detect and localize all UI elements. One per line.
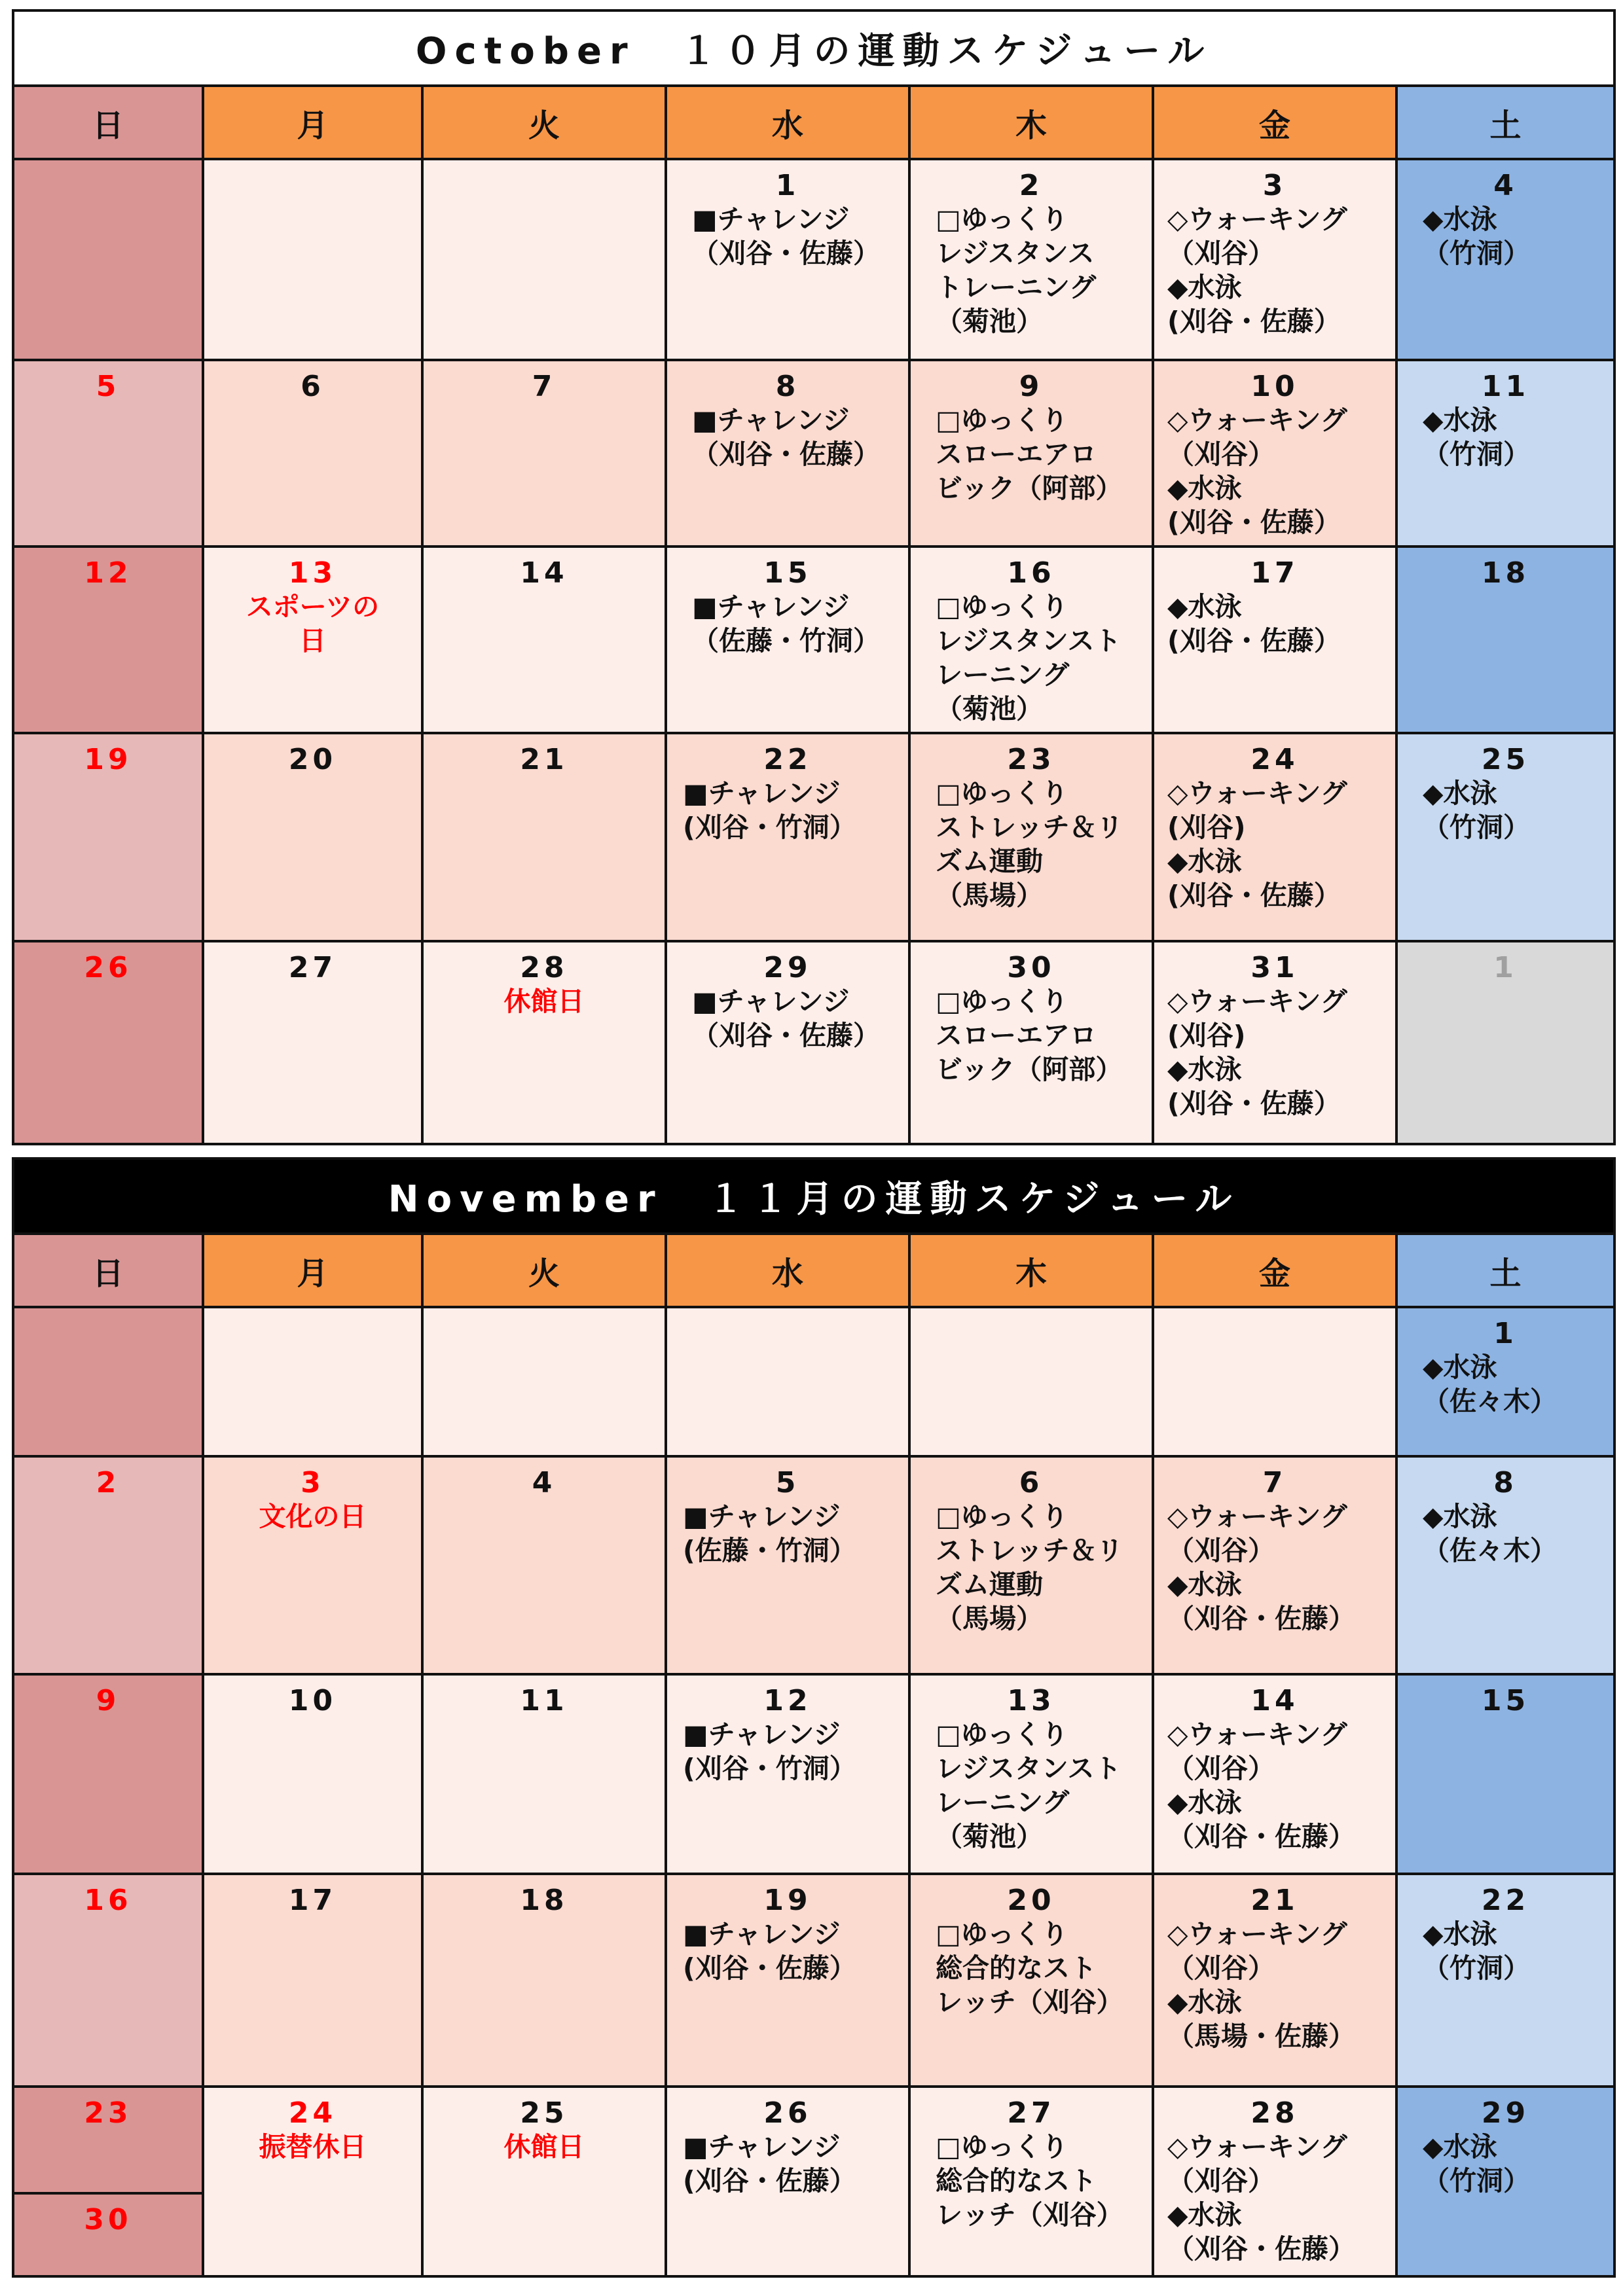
day-cell [666,547,909,733]
day-cell [666,1307,909,1456]
day-events: ■チャレンジ （刈谷・佐藤） [692,204,880,269]
day-cell [13,733,203,941]
weekday-sun: 日 [13,1234,203,1307]
day-number: 22 [1481,1884,1530,1917]
day-cell-split [13,2087,203,2276]
november-calendar [12,1157,1616,2278]
day-cell [1153,1674,1396,1874]
holiday-label: 文化の日 [259,1501,367,1532]
day-events: ◆水泳 （佐々木） [1423,1501,1557,1566]
day-events: □ゆっくり レジスタンス トレーニング （菊池） [936,204,1097,337]
day-cell [666,159,909,360]
day-cell [909,1456,1153,1674]
day-number: 23 [1007,743,1055,776]
october-calendar [12,9,1616,1145]
day-events: ◇ウォーキング （刈谷） ◆水泳 (刈谷・佐藤） [1167,404,1347,538]
day-cell [422,1674,666,1874]
day-number: 30 [1007,951,1055,984]
day-cell [909,1874,1153,2087]
day-number: 13 [288,556,337,590]
day-30 [14,2204,202,2236]
day-events: ■チャレンジ （刈谷・佐藤） [692,986,880,1051]
day-cell [909,2087,1153,2276]
day-cell [1396,733,1614,941]
day-cell [422,1874,666,2087]
day-cell [203,360,422,547]
day-cell [1153,159,1396,360]
day-number: 25 [520,2096,568,2130]
day-number: 1 [1493,951,1518,984]
day-number: 9 [96,1684,120,1717]
day-number: 14 [520,556,568,590]
day-cell [666,2087,909,2276]
day-events: □ゆっくり 総合的なスト レッチ（刈谷） [936,2131,1123,2231]
day-events: □ゆっくり スローエアロ ビック（阿部） [936,404,1123,504]
day-number: 5 [775,1466,800,1499]
day-number: 10 [1250,370,1299,403]
weekday-sat: 土 [1396,1234,1614,1307]
day-cell [666,360,909,547]
day-number: 4 [1493,169,1518,202]
day-events: ■チャレンジ （佐藤・竹洞） [692,591,880,656]
day-cell [909,360,1153,547]
day-number: 14 [1250,1684,1299,1717]
day-events: ◇ウォーキング （刈谷） ◆水泳 （刈谷・佐藤） [1167,1501,1355,1634]
day-cell [13,1456,203,1674]
day-number: 29 [1481,2096,1530,2130]
day-events: ◆水泳 （竹洞） [1423,778,1530,843]
day-events: ◇ウォーキング （刈谷） ◆水泳 (刈谷・佐藤） [1167,204,1347,337]
day-events: □ゆっくり スローエアロ ビック（阿部） [936,986,1123,1085]
day-number: 28 [520,951,568,984]
day-cell [1396,547,1614,733]
day-cell [203,941,422,1144]
day-events: □ゆっくり 総合的なスト レッチ（刈谷） [936,1918,1123,2018]
day-number: 23 [84,2096,132,2130]
day-cell [1153,360,1396,547]
day-number: 18 [520,1884,568,1917]
day-number: 7 [1262,1466,1287,1499]
day-cell [1396,1456,1614,1674]
day-events: □ゆっくり ストレッチ＆リ ズム運動 （馬場） [936,1501,1123,1634]
weekday-wed: 水 [666,1234,909,1307]
day-cell [1153,2087,1396,2276]
day-number: 29 [763,951,812,984]
weekday-thu: 木 [909,86,1153,159]
day-number: 2 [1019,169,1044,202]
day-cell [422,360,666,547]
day-number: 16 [1007,556,1055,590]
day-cell-next-month [1396,941,1614,1144]
day-cell [1153,1874,1396,2087]
day-events: ■チャレンジ (刈谷・佐藤） [683,2131,856,2197]
day-number: 7 [532,370,556,403]
day-cell [13,941,203,1144]
day-cell [422,941,666,1144]
day-cell [1153,1456,1396,1674]
weekday-tue: 火 [422,1234,666,1307]
day-number: 5 [96,370,120,403]
day-cell [909,159,1153,360]
holiday-label: 休館日 [503,986,585,1017]
day-cell [1396,1674,1614,1874]
day-number: 20 [288,743,337,776]
day-23 [14,2097,202,2195]
day-events: ◆水泳 (刈谷・佐藤） [1167,591,1341,656]
day-number: 17 [1250,556,1299,590]
day-cell [1396,1307,1614,1456]
day-number: 3 [301,1466,325,1499]
day-cell [203,1456,422,1674]
holiday-label: 休館日 [503,2131,585,2162]
day-cell [909,1674,1153,1874]
day-cell [203,733,422,941]
day-cell [13,1307,203,1456]
day-cell [203,1307,422,1456]
day-events: ◇ウォーキング (刈谷) ◆水泳 (刈谷・佐藤） [1167,986,1347,1119]
day-number: 11 [1481,370,1530,403]
day-number: 25 [1481,743,1530,776]
day-cell [203,159,422,360]
day-number: 4 [532,1466,556,1499]
day-events: ■チャレンジ (佐藤・竹洞） [683,1501,856,1566]
day-cell [203,1674,422,1874]
day-number: 22 [763,743,812,776]
day-cell [1153,941,1396,1144]
day-cell [909,547,1153,733]
day-cell [13,159,203,360]
day-number: 3 [1262,169,1287,202]
day-events: ■チャレンジ （刈谷・佐藤） [692,404,880,470]
day-number: 13 [1007,1684,1055,1717]
november-title: November １１月の運動スケジュール [13,1158,1614,1234]
day-number: 11 [520,1684,568,1717]
day-events: □ゆっくり ストレッチ＆リ ズム運動 （馬場） [936,778,1123,911]
weekday-sun: 日 [13,86,203,159]
day-cell [203,547,422,733]
day-number: 1 [775,169,800,202]
day-number: 21 [1250,1884,1299,1917]
day-cell [666,1674,909,1874]
day-cell [666,1456,909,1674]
weekday-sat: 土 [1396,86,1614,159]
day-cell [203,1874,422,2087]
day-number: 10 [288,1684,337,1717]
day-events: ◆水泳 （竹洞） [1423,204,1530,269]
day-cell [1153,733,1396,941]
day-number: 2 [96,1466,120,1499]
day-cell [422,159,666,360]
day-events: ■チャレンジ (刈谷・佐藤） [683,1918,856,1984]
day-number: 30 [84,2203,132,2236]
day-number: 15 [763,556,812,590]
day-number: 17 [288,1884,337,1917]
day-events: □ゆっくり レジスタンスト レーニング （菊池） [936,1719,1122,1852]
day-number: 19 [763,1884,812,1917]
day-cell [13,1674,203,1874]
day-cell [1153,1307,1396,1456]
day-number: 16 [84,1884,132,1917]
day-events: □ゆっくり レジスタンスト レーニング （菊池） [936,591,1122,725]
day-events: ◇ウォーキング (刈谷) ◆水泳 (刈谷・佐藤） [1167,778,1347,911]
day-cell [666,1874,909,2087]
day-cell [909,941,1153,1144]
day-cell [1153,547,1396,733]
day-events: ◇ウォーキング （刈谷） ◆水泳 （刈谷・佐藤） [1167,1719,1355,1852]
day-events: ◆水泳 （竹洞） [1423,2131,1530,2197]
day-cell [422,1307,666,1456]
weekday-tue: 火 [422,86,666,159]
holiday-label: スポーツの 日 [246,591,380,656]
day-events: ◆水泳 （竹洞） [1423,1918,1530,1984]
day-events: ◆水泳 （竹洞） [1423,404,1530,470]
day-number: 9 [1019,370,1044,403]
day-number: 26 [763,2096,812,2130]
day-number: 27 [1007,2096,1055,2130]
day-number: 8 [1493,1466,1518,1499]
day-number: 20 [1007,1884,1055,1917]
weekday-fri: 金 [1153,1234,1396,1307]
day-cell [422,2087,666,2276]
weekday-mon: 月 [203,86,422,159]
day-number: 26 [84,951,132,984]
day-number: 15 [1481,1684,1530,1717]
day-number: 6 [1019,1466,1044,1499]
day-cell [909,1307,1153,1456]
day-cell [203,2087,422,2276]
day-events: ◆水泳 （佐々木） [1423,1352,1557,1417]
day-events: ■チャレンジ (刈谷・竹洞） [683,778,856,843]
day-number: 19 [84,743,132,776]
day-number: 21 [520,743,568,776]
day-cell [666,733,909,941]
day-number: 24 [1250,743,1299,776]
weekday-wed: 水 [666,86,909,159]
day-cell [422,733,666,941]
weekday-fri: 金 [1153,86,1396,159]
day-cell [1396,1874,1614,2087]
day-number: 6 [301,370,325,403]
day-cell [1396,2087,1614,2276]
day-number: 8 [775,370,800,403]
day-number: 12 [84,556,132,590]
day-number: 27 [288,951,337,984]
day-cell [13,1874,203,2087]
day-cell [13,547,203,733]
day-cell [422,1456,666,1674]
day-events: ■チャレンジ (刈谷・竹洞） [683,1719,856,1784]
october-title: October １０月の運動スケジュール [13,10,1614,86]
day-cell [1396,159,1614,360]
day-number: 28 [1250,2096,1299,2130]
day-number: 12 [763,1684,812,1717]
day-number: 18 [1481,556,1530,590]
day-cell [422,547,666,733]
day-cell [666,941,909,1144]
day-cell [1396,360,1614,547]
day-number: 31 [1250,951,1299,984]
weekday-mon: 月 [203,1234,422,1307]
weekday-thu: 木 [909,1234,1153,1307]
day-number: 1 [1493,1317,1518,1350]
day-events: ◇ウォーキング （刈谷） ◆水泳 （馬場・佐藤） [1167,1918,1355,2052]
day-events: ◇ウォーキング （刈谷） ◆水泳 （刈谷・佐藤） [1167,2131,1355,2265]
day-cell [13,360,203,547]
day-number: 24 [288,2096,337,2130]
holiday-label: 振替休日 [259,2131,367,2162]
day-cell [909,733,1153,941]
